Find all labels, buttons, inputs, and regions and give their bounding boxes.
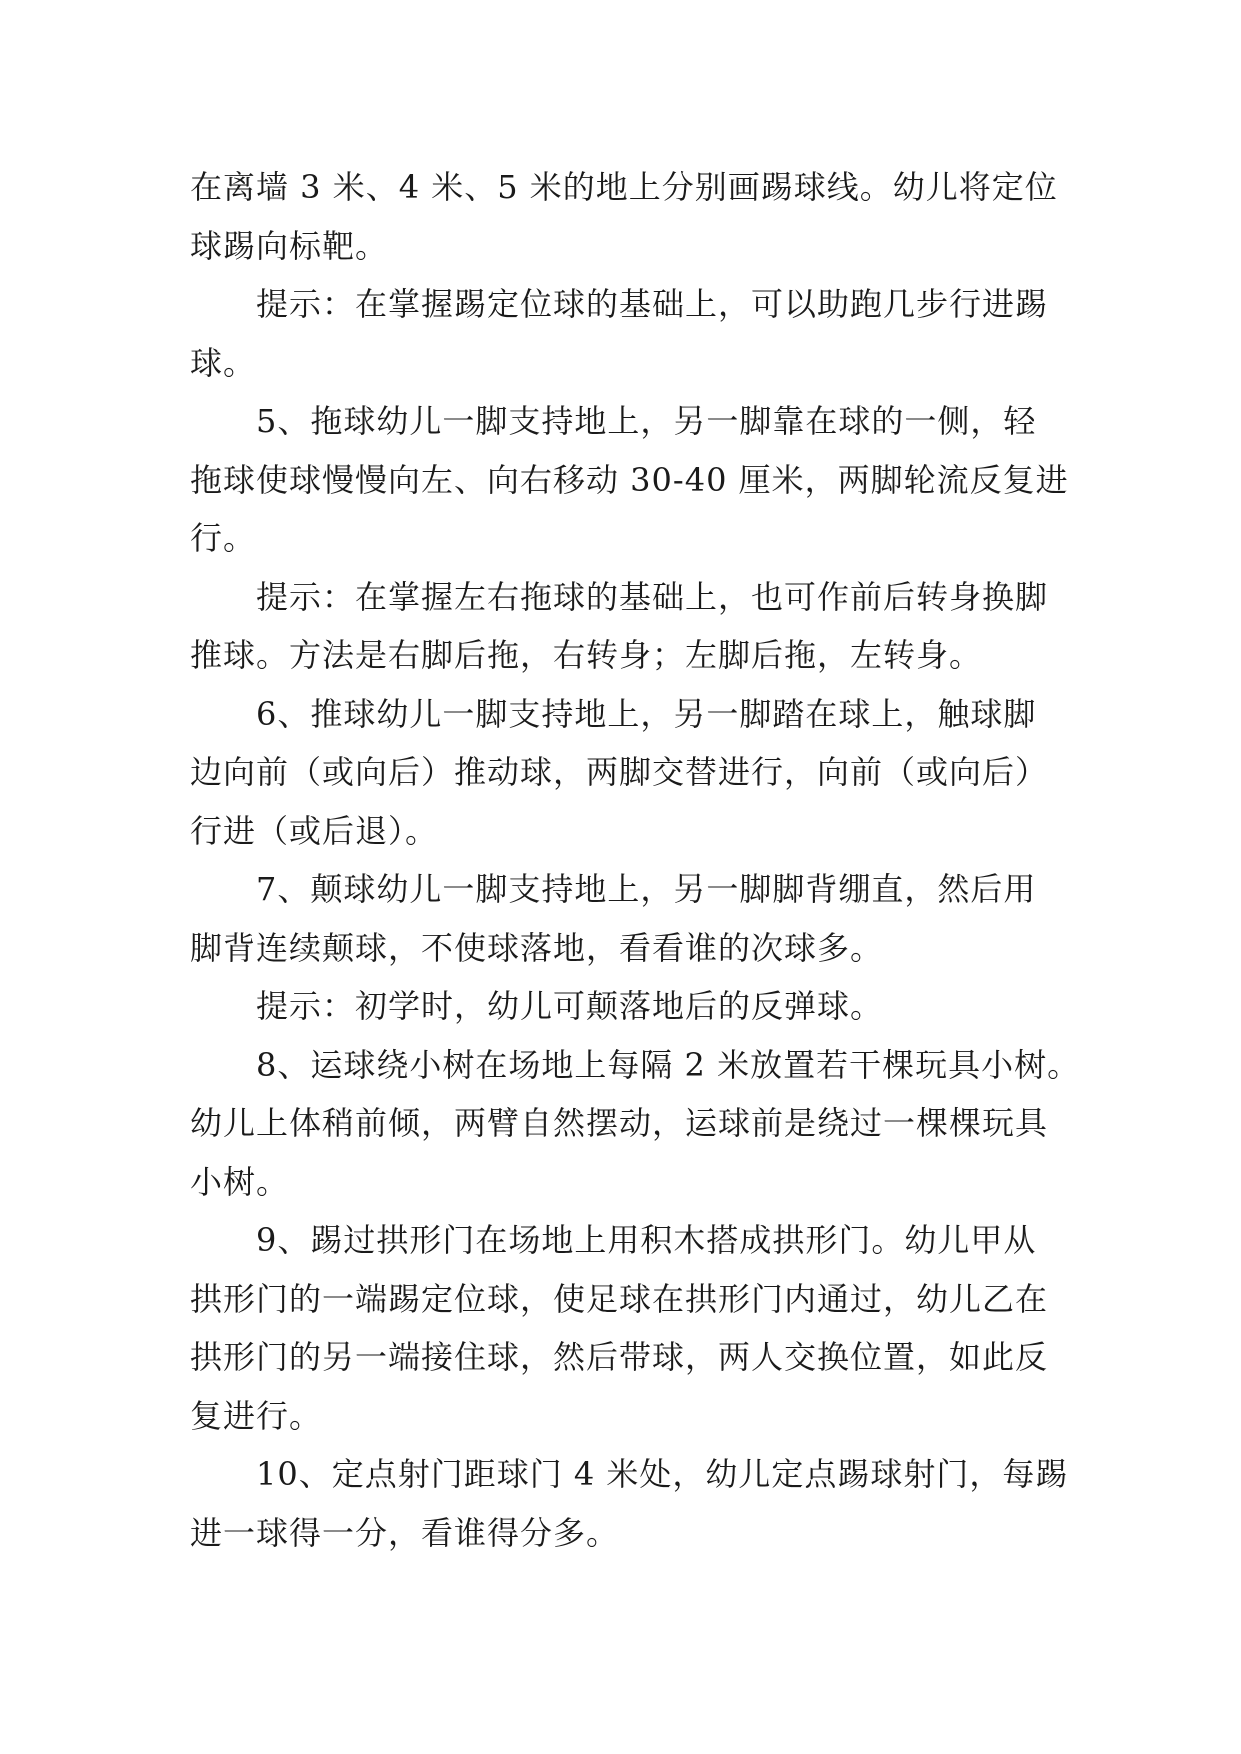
text-line: 球踢向标靶。: [190, 226, 389, 265]
text-line: 脚背连续颠球，不使球落地，看看谁的次球多。: [190, 928, 884, 967]
text-line: 在离墙 3 米、4 米、5 米的地上分别画踢球线。幼儿将定位: [190, 168, 1058, 206]
text-line: 拱形门的一端踢定位球，使足球在拱形门内通过，幼儿乙在: [190, 1279, 1049, 1318]
paragraph: [190, 1036, 1081, 1212]
text-line: 提示：在掌握踢定位球的基础上，可以助跑几步行进踢: [256, 285, 1049, 323]
text-line: 9、踢过拱形门在场地上用积木搭成拱形门。幼儿甲从: [256, 1221, 1037, 1259]
text-line: 7、颠球幼儿一脚支持地上，另一脚脚背绷直，然后用: [256, 870, 1037, 908]
text-line: 球。: [190, 343, 257, 382]
paragraph: [190, 977, 1060, 1036]
paragraph: [190, 1211, 1060, 1445]
paragraph: [190, 275, 1060, 392]
paragraph: [190, 568, 1060, 685]
text-line: 6、推球幼儿一脚支持地上，另一脚踏在球上，触球脚: [256, 694, 1037, 733]
text-line: 提示：初学时，幼儿可颠落地后的反弹球。: [256, 987, 884, 1025]
text-line: 行。: [190, 519, 257, 557]
text-line: 推球。方法是右脚后拖，右转身；左脚后拖，左转身。: [190, 636, 983, 674]
text-line: 拱形门的另一端接住球，然后带球，两人交换位置，如此反: [190, 1338, 1049, 1376]
paragraph: [190, 158, 1060, 275]
paragraph: [190, 392, 1069, 568]
text-line: 小树。: [190, 1162, 290, 1201]
text-line: 拖球使球慢慢向左、向右移动 30-40 厘米，两脚轮流反复进: [190, 460, 1069, 499]
paragraph: [190, 860, 1060, 977]
text-line: 10、定点射门距球门 4 米处，幼儿定点踢球射门，每踢: [256, 1455, 1069, 1493]
text-line: 进一球得一分，看谁得分多。: [190, 1513, 620, 1552]
text-line: 复进行。: [190, 1396, 323, 1435]
paragraph: [190, 685, 1060, 861]
text-line: 5、拖球幼儿一脚支持地上，另一脚靠在球的一侧，轻: [256, 402, 1037, 440]
text-line: 提示：在掌握左右拖球的基础上，也可作前后转身换脚: [256, 577, 1049, 616]
paragraph: [190, 1445, 1069, 1562]
text-line: 幼儿上体稍前倾，两臂自然摆动，运球前是绕过一棵棵玩具: [190, 1104, 1049, 1142]
document-body: [190, 158, 1081, 1562]
text-line: 行进（或后退）。: [190, 811, 439, 850]
text-line: 边向前（或向后）推动球，两脚交替进行，向前（或向后）: [190, 753, 1049, 791]
text-line: 8、运球绕小树在场地上每隔 2 米放置若干棵玩具小树。: [256, 1045, 1081, 1084]
